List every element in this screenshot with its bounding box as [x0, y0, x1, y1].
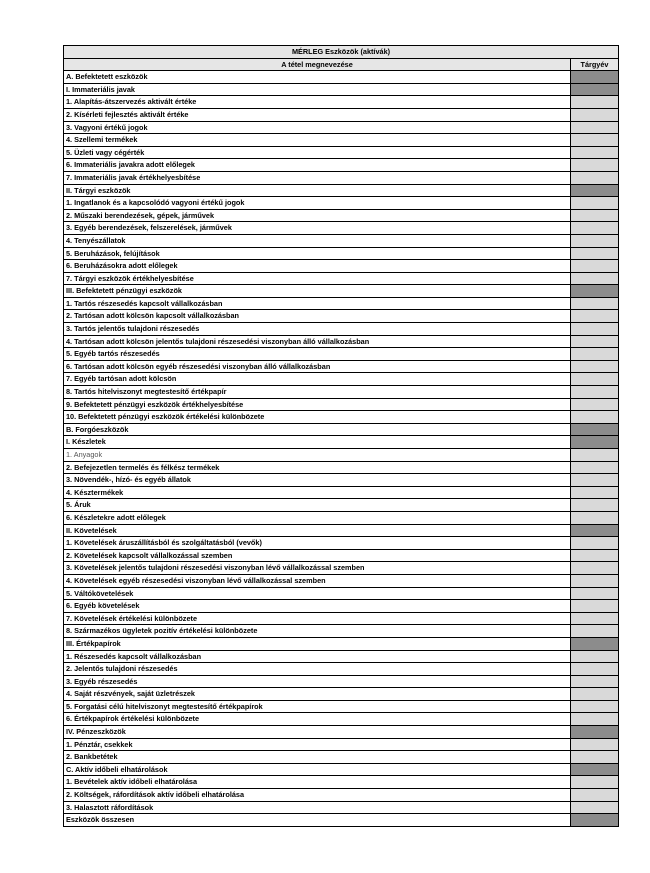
- row-value-cell[interactable]: [571, 751, 619, 764]
- row-label: 5. Forgatási célú hitelviszonyt megtestesítő értékpapírok: [64, 700, 571, 713]
- table-row: [64, 763, 619, 776]
- row-label: 3. Tartós jelentős tulajdoni részesedés: [64, 323, 571, 336]
- table-header-row: [64, 58, 619, 71]
- column-header-year: Tárgyév: [571, 58, 619, 71]
- row-value-cell[interactable]: [571, 814, 619, 827]
- table-row: [64, 209, 619, 222]
- row-label: 2. Bankbetétek: [64, 751, 571, 764]
- row-value-cell[interactable]: [571, 801, 619, 814]
- row-label: 3. Vagyoni értékű jogok: [64, 121, 571, 134]
- table-title: MÉRLEG Eszközök (aktívák): [64, 46, 619, 59]
- row-value-cell[interactable]: [571, 197, 619, 210]
- table-row: [64, 108, 619, 121]
- row-value-cell[interactable]: [571, 234, 619, 247]
- row-label: A. Befektetett eszközök: [64, 71, 571, 84]
- table-row: [64, 71, 619, 84]
- table-row: [64, 663, 619, 676]
- table-row: [64, 562, 619, 575]
- table-row: [64, 373, 619, 386]
- row-value-cell[interactable]: [571, 436, 619, 449]
- row-label: 2. Kísérleti fejlesztés aktivált értéke: [64, 108, 571, 121]
- row-value-cell[interactable]: [571, 625, 619, 638]
- row-value-cell[interactable]: [571, 549, 619, 562]
- row-label: IV. Pénzeszközök: [64, 726, 571, 739]
- row-label: III. Értékpapírok: [64, 637, 571, 650]
- row-value-cell[interactable]: [571, 587, 619, 600]
- balance-sheet: [63, 45, 618, 827]
- row-label: 5. Váltókövetelések: [64, 587, 571, 600]
- column-header-name: A tétel megnevezése: [64, 58, 571, 71]
- row-value-cell[interactable]: [571, 83, 619, 96]
- row-label: 2. Költségek, ráfordítások aktív időbeli elhatárolása: [64, 789, 571, 802]
- row-label: 2. Követelések kapcsolt vállalkozással szemben: [64, 549, 571, 562]
- row-value-cell[interactable]: [571, 285, 619, 298]
- row-label: 2. Tartósan adott kölcsön kapcsolt vállalkozásban: [64, 310, 571, 323]
- table-row: [64, 814, 619, 827]
- table-row: [64, 474, 619, 487]
- row-label: 2. Jelentős tulajdoni részesedés: [64, 663, 571, 676]
- row-label: 6. Értékpapírok értékelési különbözete: [64, 713, 571, 726]
- row-value-cell[interactable]: [571, 159, 619, 172]
- row-value-cell[interactable]: [571, 108, 619, 121]
- row-label: 4. Szellemi termékek: [64, 134, 571, 147]
- row-value-cell[interactable]: [571, 461, 619, 474]
- table-row: [64, 625, 619, 638]
- row-value-cell[interactable]: [571, 310, 619, 323]
- row-label: I. Immateriális javak: [64, 83, 571, 96]
- row-value-cell[interactable]: [571, 675, 619, 688]
- row-label: 1. Részesedés kapcsolt vállalkozásban: [64, 650, 571, 663]
- row-label: 1. Pénztár, csekkek: [64, 738, 571, 751]
- row-label: 9. Befektetett pénzügyi eszközök értékhelyesbítése: [64, 398, 571, 411]
- table-row: [64, 549, 619, 562]
- row-value-cell[interactable]: [571, 524, 619, 537]
- table-row: [64, 121, 619, 134]
- table-row: [64, 234, 619, 247]
- table-row: [64, 247, 619, 260]
- row-label: 3. Növendék-, hízó- és egyéb állatok: [64, 474, 571, 487]
- row-value-cell[interactable]: [571, 562, 619, 575]
- row-value-cell[interactable]: [571, 688, 619, 701]
- row-value-cell[interactable]: [571, 209, 619, 222]
- row-value-cell[interactable]: [571, 146, 619, 159]
- table-row: [64, 461, 619, 474]
- row-label: C. Aktív időbeli elhatárolások: [64, 763, 571, 776]
- row-value-cell[interactable]: [571, 600, 619, 613]
- row-label: B. Forgóeszközök: [64, 423, 571, 436]
- table-row: [64, 688, 619, 701]
- row-label: 5. Egyéb tartós részesedés: [64, 348, 571, 361]
- table-row: [64, 96, 619, 109]
- table-row: [64, 574, 619, 587]
- row-value-cell[interactable]: [571, 700, 619, 713]
- row-value-cell[interactable]: [571, 537, 619, 550]
- row-label: II. Tárgyi eszközök: [64, 184, 571, 197]
- row-label: 6. Beruházásokra adott előlegek: [64, 260, 571, 273]
- row-label: 5. Áruk: [64, 499, 571, 512]
- row-value-cell[interactable]: [571, 726, 619, 739]
- row-label: 5. Beruházások, felújítások: [64, 247, 571, 260]
- table-row: [64, 700, 619, 713]
- row-label: 3. Halasztott ráfordítások: [64, 801, 571, 814]
- table-row: [64, 524, 619, 537]
- row-label: 3. Követelések jelentős tulajdoni részesedési viszonyban lévő vállalkozással szemben: [64, 562, 571, 575]
- row-value-cell[interactable]: [571, 121, 619, 134]
- table-row: [64, 272, 619, 285]
- table-row: [64, 612, 619, 625]
- table-row: [64, 449, 619, 462]
- row-label: 1. Ingatlanok és a kapcsolódó vagyoni értékű jogok: [64, 197, 571, 210]
- row-value-cell[interactable]: [571, 474, 619, 487]
- row-value-cell[interactable]: [571, 776, 619, 789]
- table-row: [64, 222, 619, 235]
- row-label: 5. Üzleti vagy cégérték: [64, 146, 571, 159]
- row-label: I. Készletek: [64, 436, 571, 449]
- row-value-cell[interactable]: [571, 398, 619, 411]
- row-label: 6. Tartósan adott kölcsön egyéb részesedési viszonyban álló vállalkozásban: [64, 360, 571, 373]
- row-value-cell[interactable]: [571, 738, 619, 751]
- row-value-cell[interactable]: [571, 499, 619, 512]
- table-row: [64, 789, 619, 802]
- row-value-cell[interactable]: [571, 574, 619, 587]
- row-value-cell[interactable]: [571, 713, 619, 726]
- table-row: [64, 751, 619, 764]
- row-value-cell[interactable]: [571, 297, 619, 310]
- row-value-cell[interactable]: [571, 96, 619, 109]
- row-label: 3. Egyéb részesedés: [64, 675, 571, 688]
- table-row: [64, 486, 619, 499]
- row-label: 7. Egyéb tartósan adott kölcsön: [64, 373, 571, 386]
- table-row: [64, 650, 619, 663]
- table-row: [64, 360, 619, 373]
- row-value-cell[interactable]: [571, 650, 619, 663]
- table-row: [64, 260, 619, 273]
- table-row: [64, 776, 619, 789]
- row-label: 4. Saját részvények, saját üzletrészek: [64, 688, 571, 701]
- table-row: [64, 335, 619, 348]
- row-value-cell[interactable]: [571, 323, 619, 336]
- table-row: [64, 499, 619, 512]
- row-label: 1. Alapítás-átszervezés aktivált értéke: [64, 96, 571, 109]
- row-label: 1. Bevételek aktív időbeli elhatárolása: [64, 776, 571, 789]
- row-value-cell[interactable]: [571, 511, 619, 524]
- row-label: 4. Tenyészállatok: [64, 234, 571, 247]
- row-value-cell[interactable]: [571, 411, 619, 424]
- row-value-cell[interactable]: [571, 663, 619, 676]
- table-row: [64, 738, 619, 751]
- table-title-row: [64, 46, 619, 59]
- row-value-cell[interactable]: [571, 260, 619, 273]
- row-value-cell[interactable]: [571, 348, 619, 361]
- table-row: [64, 675, 619, 688]
- row-label: 6. Készletekre adott előlegek: [64, 511, 571, 524]
- row-value-cell[interactable]: [571, 763, 619, 776]
- row-label: 1. Követelések áruszállításból és szolgáltatásból (vevők): [64, 537, 571, 550]
- row-value-cell[interactable]: [571, 222, 619, 235]
- row-label: 4. Tartósan adott kölcsön jelentős tulajdoni részesedési viszonyban álló vállalkozásban: [64, 335, 571, 348]
- row-label: Eszközök összesen: [64, 814, 571, 827]
- row-value-cell[interactable]: [571, 612, 619, 625]
- table-row: [64, 423, 619, 436]
- row-value-cell[interactable]: [571, 71, 619, 84]
- table-row: [64, 285, 619, 298]
- table-row: [64, 511, 619, 524]
- row-value-cell[interactable]: [571, 134, 619, 147]
- row-value-cell[interactable]: [571, 184, 619, 197]
- row-value-cell[interactable]: [571, 272, 619, 285]
- table-row: [64, 726, 619, 739]
- table-row: [64, 171, 619, 184]
- row-value-cell[interactable]: [571, 637, 619, 650]
- table-row: [64, 713, 619, 726]
- row-label: 7. Követelések értékelési különbözete: [64, 612, 571, 625]
- table-row: [64, 323, 619, 336]
- table-row: [64, 600, 619, 613]
- row-label: II. Követelések: [64, 524, 571, 537]
- assets-table-body: [64, 46, 619, 827]
- table-row: [64, 436, 619, 449]
- row-label: 6. Immateriális javakra adott előlegek: [64, 159, 571, 172]
- row-label: 4. Követelések egyéb részesedési viszonyban lévő vállalkozással szemben: [64, 574, 571, 587]
- table-row: [64, 537, 619, 550]
- row-label: III. Befektetett pénzügyi eszközök: [64, 285, 571, 298]
- row-label: 1. Tartós részesedés kapcsolt vállalkozásban: [64, 297, 571, 310]
- table-row: [64, 398, 619, 411]
- row-label: 2. Befejezetlen termelés és félkész termékek: [64, 461, 571, 474]
- row-value-cell[interactable]: [571, 486, 619, 499]
- table-row: [64, 310, 619, 323]
- table-row: [64, 134, 619, 147]
- row-label: 1. Anyagok: [64, 449, 571, 462]
- row-value-cell[interactable]: [571, 335, 619, 348]
- row-label: 3. Egyéb berendezések, felszerelések, járművek: [64, 222, 571, 235]
- table-row: [64, 587, 619, 600]
- assets-table: [63, 45, 619, 827]
- row-value-cell[interactable]: [571, 449, 619, 462]
- table-row: [64, 801, 619, 814]
- row-value-cell[interactable]: [571, 360, 619, 373]
- row-label: 8. Tartós hitelviszonyt megtestesítő értékpapír: [64, 386, 571, 399]
- row-label: 8. Származékos ügyletek pozitív értékelési különbözete: [64, 625, 571, 638]
- row-label: 7. Immateriális javak értékhelyesbítése: [64, 171, 571, 184]
- row-label: 4. Késztermékek: [64, 486, 571, 499]
- table-row: [64, 637, 619, 650]
- table-row: [64, 348, 619, 361]
- table-row: [64, 83, 619, 96]
- row-value-cell[interactable]: [571, 789, 619, 802]
- table-row: [64, 197, 619, 210]
- row-value-cell[interactable]: [571, 171, 619, 184]
- table-row: [64, 386, 619, 399]
- row-label: 10. Befektetett pénzügyi eszközök értékelési különbözete: [64, 411, 571, 424]
- table-row: [64, 297, 619, 310]
- row-value-cell[interactable]: [571, 373, 619, 386]
- row-label: 7. Tárgyi eszközök értékhelyesbítése: [64, 272, 571, 285]
- table-row: [64, 159, 619, 172]
- table-row: [64, 184, 619, 197]
- table-row: [64, 146, 619, 159]
- row-value-cell[interactable]: [571, 386, 619, 399]
- row-label: 2. Műszaki berendezések, gépek, járművek: [64, 209, 571, 222]
- row-value-cell[interactable]: [571, 247, 619, 260]
- table-row: [64, 411, 619, 424]
- row-value-cell[interactable]: [571, 423, 619, 436]
- row-label: 6. Egyéb követelések: [64, 600, 571, 613]
